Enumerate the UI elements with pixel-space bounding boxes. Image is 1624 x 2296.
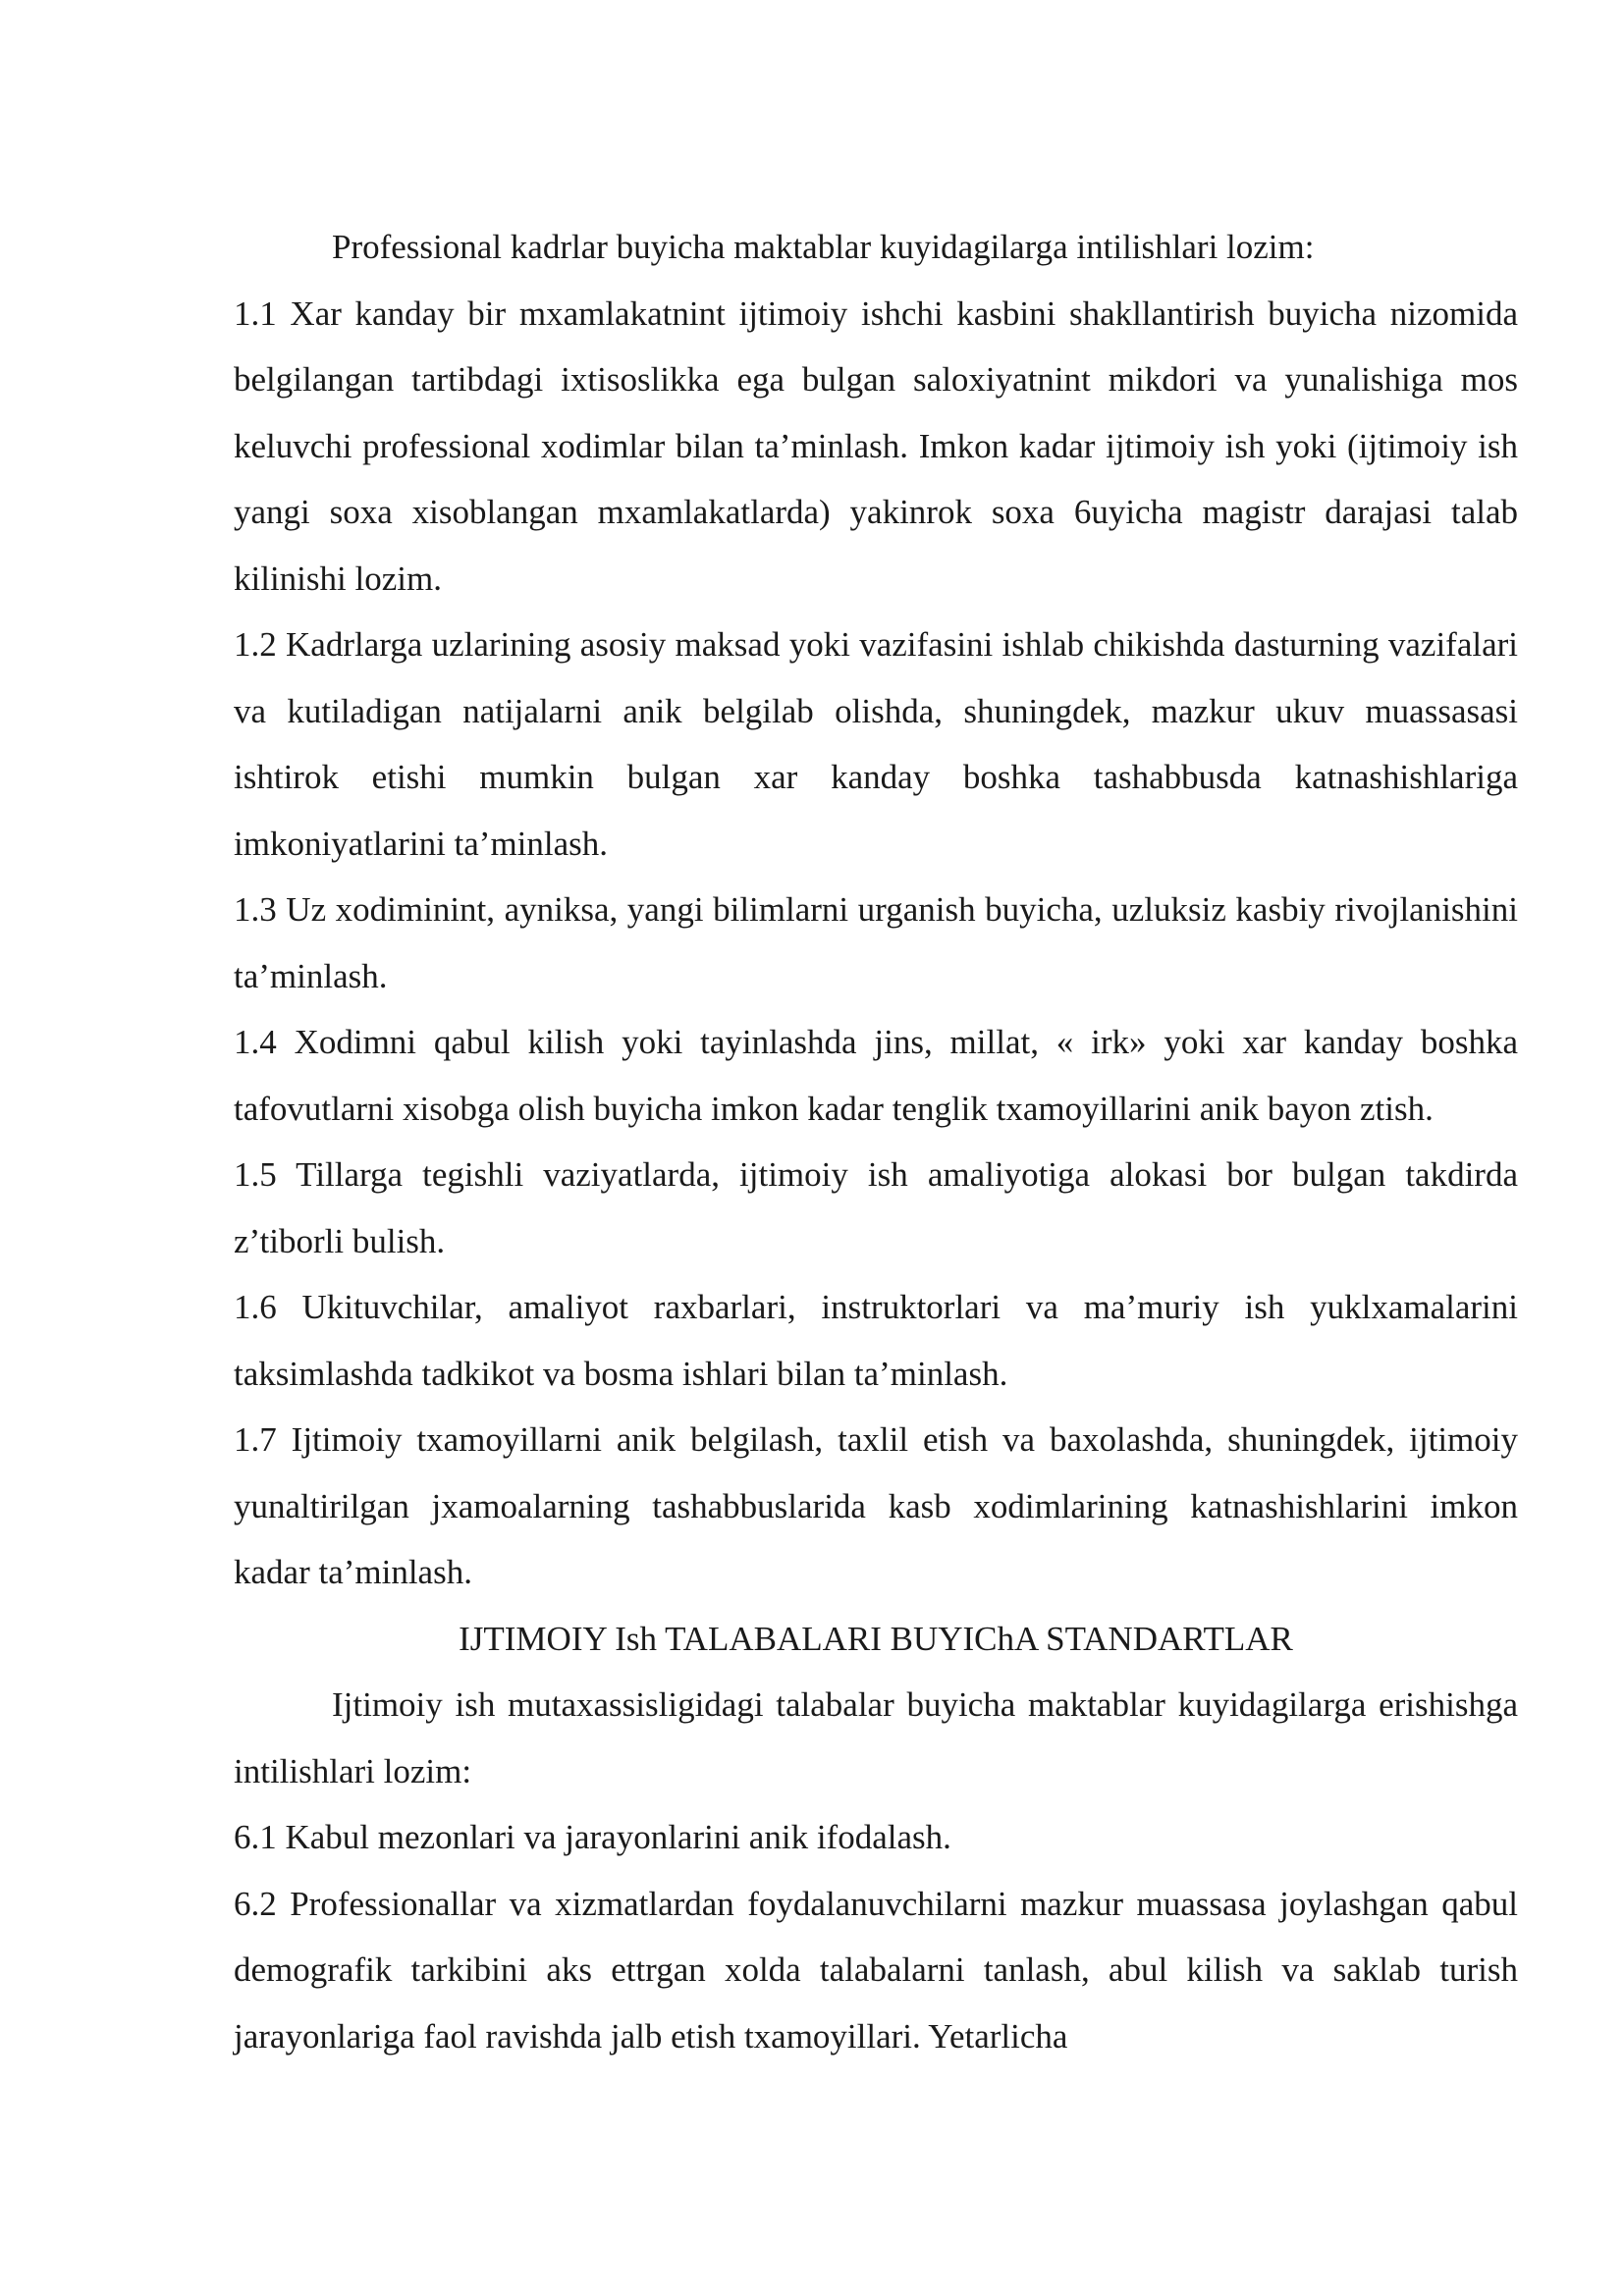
section-heading: IJTIMOIY Ish TALABALARI BUYIChA STANDARTLAR: [459, 1619, 1293, 1658]
document-body: [234, 214, 1518, 2069]
item-1-2: 1.2 Kadrlarga uzlarining asosiy maksad yoki vazifasini ishlab chikishda dasturning vazifalari va kutiladigan natijalarni anik belgilab olishda, shuningdek, mazkur ukuv muassasasi ishtirok etishi mumkin bulgan xar kanday boshka tashabbusda katnashishlariga imkoniyatlarini ta’minlash.: [234, 625, 1518, 863]
item-6-1: 6.1 Kabul mezonlari va jarayonlarini anik ifodalash.: [234, 1818, 951, 1856]
item-1-6: 1.6 Ukituvchilar, amaliyot raxbarlari, instruktorlari va ma’muriy ish yuklxamalarini taksimlashda tadkikot va bosma ishlari bilan ta’minlash.: [234, 1288, 1518, 1393]
item-1-4: 1.4 Xodimni qabul kilish yoki tayinlashda jins, millat, « irk» yoki xar kanday boshka tafovutlarni xisobga olish buyicha imkon kadar tenglik txamoyillarini anik bayon ztish.: [234, 1023, 1518, 1128]
item-1-1: 1.1 Xar kanday bir mxamlakatnint ijtimoiy ishchi kasbini shakllantirish buyicha nizomida belgilangan tartibdagi ixtisoslikka ega bulgan saloxiyatnint mikdori va yunalishiga mos keluvchi professional xodimlar bilan ta’minlash. Imkon kadar ijtimoiy ish yoki (ijtimoiy ish yangi soxa xisoblangan mxamlakatlarda) yakinrok soxa 6uyicha magistr darajasi talab kilinishi lozim.: [234, 294, 1518, 598]
item-1-5: 1.5 Tillarga tegishli vaziyatlarda, ijtimoiy ish amaliyotiga alokasi bor bulgan takdirda z’tiborli bulish.: [234, 1155, 1518, 1260]
item-1-3: 1.3 Uz xodiminint, ayniksa, yangi bilimlarni urganish buyicha, uzluksiz kasbiy rivojlanishini ta’minlash.: [234, 890, 1518, 995]
item-1-7: 1.7 Ijtimoiy txamoyillarni anik belgilash, taxlil etish va baxolashda, shuningdek, ijtimoiy yunaltirilgan jxamoalarning tashabbuslarida kasb xodimlarining katnashishlarini imkon kadar ta’minlash.: [234, 1420, 1518, 1591]
item-6-2: 6.2 Professionallar va xizmatlardan foydalanuvchilarni mazkur muassasa joylashgan qabul demografik tarkibini aks ettrgan xolda talabalarni tanlash, abul kilish va saklab turish jarayonlariga faol ravishda jalb etish txamoyillari. Yetarlicha: [234, 1884, 1518, 2056]
intro-paragraph: Professional kadrlar buyicha maktablar kuyidagilarga intilishlari lozim:: [332, 228, 1315, 266]
section-intro: Ijtimoiy ish mutaxassisligidagi talabalar buyicha maktablar kuyidagilarga erishishga intilishlari lozim:: [234, 1685, 1518, 1790]
